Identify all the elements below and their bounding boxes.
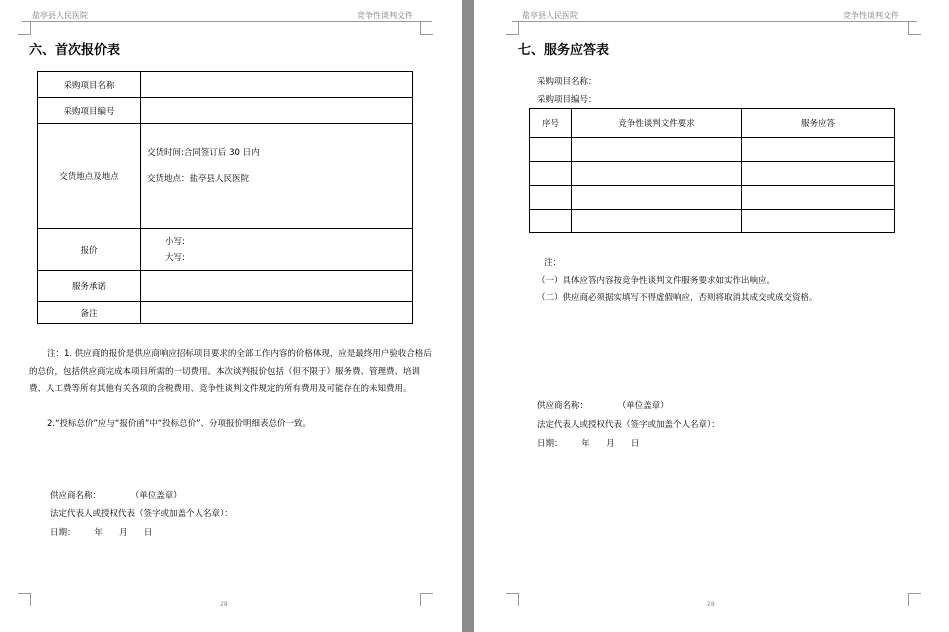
header-doc-type: 竞争性谈判文件 xyxy=(843,11,899,20)
row-response-cell[interactable] xyxy=(742,186,895,210)
project-no-cell[interactable] xyxy=(141,98,413,124)
note-label: 注： xyxy=(544,258,562,268)
delivery-time: 交货时间:合同签订后 30 日内 xyxy=(147,148,260,158)
service-cell[interactable] xyxy=(141,271,413,302)
project-name-cell[interactable] xyxy=(141,72,413,98)
supplier-line: 供应商名称： （单位盖章） xyxy=(50,491,182,501)
header-hospital: 盐亭县人民医院 xyxy=(522,11,578,20)
table-row xyxy=(530,210,895,233)
project-no-label: 采购项目编号 xyxy=(38,98,141,124)
note-2: （二）供应商必须据实填写不得虚假响应，否则将取消其成交或成交资格。 xyxy=(537,293,818,303)
section-title: 六、首次报价表 xyxy=(29,43,121,58)
remark-label: 备注 xyxy=(38,302,141,324)
price-lower: 小写: xyxy=(165,236,185,247)
table-row xyxy=(530,162,895,186)
date-line: 日期： 年 月 日 xyxy=(537,439,640,449)
row-response-cell[interactable] xyxy=(742,138,895,162)
crop-mark xyxy=(908,22,921,35)
crop-mark xyxy=(506,22,519,35)
header-doc-type: 竞争性谈判文件 xyxy=(357,11,413,20)
service-label: 服务承诺 xyxy=(38,271,141,302)
row-response-cell[interactable] xyxy=(742,210,895,233)
row-no-cell[interactable] xyxy=(530,186,572,210)
crop-mark xyxy=(18,593,31,606)
row-no-cell[interactable] xyxy=(530,162,572,186)
price-upper: 大写: xyxy=(165,252,185,263)
section-title: 七、服务应答表 xyxy=(518,43,610,58)
header-rule xyxy=(22,21,432,22)
row-response-cell[interactable] xyxy=(742,162,895,186)
row-no-cell[interactable] xyxy=(530,138,572,162)
header-rule xyxy=(512,21,917,22)
table-row xyxy=(530,138,895,162)
note-1: 注：1. 供应商的报价是供应商响应招标项目要求的全部工作内容的价格体现，应是最终用户验收合格后的总价，包括供应商完成本项目所需的一切费用。本次谈判报价包括（但不限于）服务费、管理费、培训费、人工费等所有其他有关各项的含税费用、竞争性谈判文件规定的所有费用及可能存在的未知费用。 xyxy=(29,349,432,394)
col-header-response: 服务应答 xyxy=(742,109,895,138)
delivery-place: 交货地点：盐亭县人民医院 xyxy=(147,174,250,184)
crop-mark xyxy=(420,22,433,35)
page-number: 28 xyxy=(707,601,715,608)
supplier-line: 供应商名称： （单位盖章） xyxy=(537,401,669,411)
legal-rep-line: 法定代表人或授权代表（签字或加盖个人名章）： xyxy=(50,509,233,519)
project-no-line: 采购项目编号： xyxy=(537,95,597,105)
price-label: 报价 xyxy=(38,229,141,271)
col-header-no: 序号 xyxy=(530,109,572,138)
table-row xyxy=(530,186,895,210)
crop-mark xyxy=(18,22,31,35)
page-number: 28 xyxy=(220,601,228,608)
project-name-line: 采购项目名称： xyxy=(537,77,597,87)
quote-table xyxy=(37,71,413,324)
date-line: 日期： 年 月 日 xyxy=(50,528,153,538)
crop-mark xyxy=(506,593,519,606)
row-no-cell[interactable] xyxy=(530,210,572,233)
row-requirement-cell[interactable] xyxy=(572,138,742,162)
left-page xyxy=(0,0,462,632)
remark-cell[interactable] xyxy=(141,302,413,324)
row-requirement-cell[interactable] xyxy=(572,186,742,210)
header-hospital: 盐亭县人民医院 xyxy=(32,11,88,20)
crop-mark xyxy=(908,593,921,606)
delivery-cell[interactable] xyxy=(141,124,413,229)
right-page xyxy=(474,0,949,632)
row-requirement-cell[interactable] xyxy=(572,210,742,233)
note-1: （一）具体应答内容按竞争性谈判文件服务要求如实作出响应。 xyxy=(537,276,776,286)
row-requirement-cell[interactable] xyxy=(572,162,742,186)
col-header-requirement: 竞争性谈判文件要求 xyxy=(572,109,742,138)
legal-rep-line: 法定代表人或授权代表（签字或加盖个人名章）： xyxy=(537,420,720,430)
price-cell[interactable] xyxy=(141,229,413,271)
service-response-table xyxy=(529,108,895,233)
page-gutter xyxy=(462,0,474,632)
delivery-label: 交货地点及地点 xyxy=(38,124,141,229)
note-2: 2.“投标总价”应与“报价函”中“投标总价”、分项报价明细表总价一致。 xyxy=(47,419,312,429)
project-name-label: 采购项目名称 xyxy=(38,72,141,98)
crop-mark xyxy=(420,593,433,606)
